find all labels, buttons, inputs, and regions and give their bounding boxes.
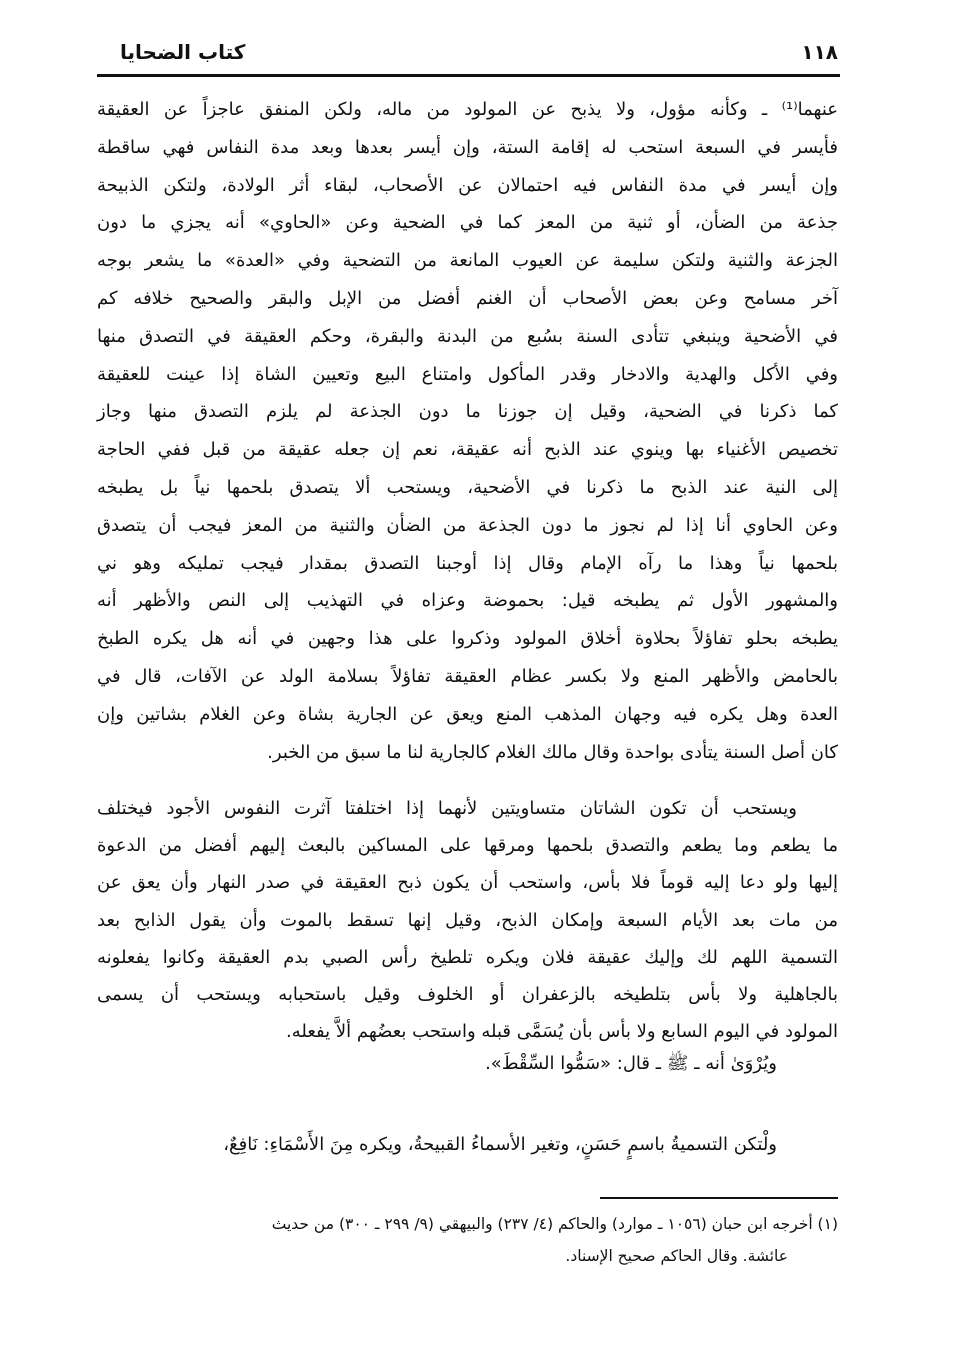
book-title: كتاب الضحايا [120,40,246,64]
text-line: في الأضحية وينبغي تتأدى السنة بسُبع من البدنة والبقرة، وحكم العقيقة في التصدق منها [97,325,838,347]
footnote-rule [600,1197,838,1199]
page-number: ١١٨ [801,40,838,64]
text-line: آخر مسامح وعن بعض الأصحاب أن الغنم أفضل من الإبل والبقر والصحيح خلافه كم [97,288,838,309]
text-line: إلى النية عند الذبح ما ذكرنا في الأضحية، ويستحب ألا يتصدق بلحمها نياً بل يطبخه [97,477,838,498]
text-line: وفي الأكل والهدية والادخار وقدر المأكول وامتناع البيع وتعيين الشاة إذا عينت للعقيقة [97,363,838,385]
text-line: بالحامض والأظهر المنع ولا بكسر عظام العقيقة تفاؤلاً بسلامة الولد عن الآفات، قال في [97,666,838,687]
text-line: التسمية اللهم لك وإليك عقيقة فلان ويكره تلطيخ رأس الصبي بدم العقيقة وكانوا يفعلونه [97,946,838,968]
text-line: وعن الحاوي أنا إذا لم نجوز ما دون الجذعة من الضأن والثنية من المعز فيجب أن يتصدق [97,514,838,536]
text-line: العدة وهل يكره فيه وجهان المذهب المنع ويعق عن الجارية بشاة وعن الغلام بشاتين وإن [97,703,838,725]
header-rule [97,74,840,77]
text-line: إليها ولو دعا إليه قوماً فلا بأس، واستحب أن يكون ذبح العقيقة في صدر النهار وأن يعق عن [97,872,838,894]
text-line: بالجاهلية ولا بأس بتلطيخه بالزعفران أو الخلوف وقيل باستحبابه ويستحب أن يسمى [97,984,838,1005]
text-line: فأيسر في السبعة استحب له إقامة الستة، وإن أيسر بعدها وبعد مدة النفاس فهي ساقطة [97,136,838,158]
text-line: كان أصل السنة يتأدى بواحدة وقال مالك الغلام كالجارية لنا ما سبق من الخبر. [267,741,838,763]
text-line: الجزعة والثنية ولتكن سليمة عن العيوب المانعة من التضحية وفي «العدة» ما يشعر بوجه [97,250,838,272]
text-line: المولود في اليوم السابع ولا بأس بأن يُسَمَّى قبله واستحب بعضُهم ألاَّ يفعله. [286,1021,838,1043]
hadith-quote: ويُرْوَىٰ أنه ـ ﷺ ـ قال: «سَمُّوا السِّقْطَ». [485,1053,777,1074]
text-line: جذعة من الضأن، أو ثنية من المعز كما في الضحية وعن «الحاوي» أنه يجزي ما دون [97,212,838,234]
footnote-line-1: (١) أخرجه ابن حبان (١٠٥٦ ـ موارد) والحاكم (٤/ ٢٣٧) والبيهقي (٩/ ٢٩٩ ـ ٣٠٠) من حديث [271,1215,838,1233]
closing-line: ولْتكن التسميةُ باسمٍ حَسَنٍ، وتغير الأسماءُ القبيحةُ، ويكره مِنَ الأَسْمَاءِ: نَافِعٌ، [223,1134,777,1155]
text-line: عنهما⁽¹⁾ ـ وكأنه مؤول، ولا يذبح عن المولود من ماله، ولكن المنفق عاجزاً عن العقيقة [97,99,838,120]
text-line: والمشهور الأول ثم يطبخه قيل: بحموضة وعزاه في التهذيب إلى النص والأظهر أنه [97,590,838,612]
text-line: تخصيص الأغنياء بها وينوي عند الذبح أنه عقيقة، نعم إن جعله عقيقة من قبل ففي الحاجة [97,439,838,461]
text-line: وإن أيسر في مدة النفاس فيه احتمالان عن الأصحاب، لبقاء أثر الولادة، ولتكن الذبيحة [97,174,838,196]
footnote-line-2: عائشة. وقال الحاكم صحيح الإسناد. [565,1247,788,1265]
text-line: من مات بعد الأيام السبعة وإمكان الذبح، وقيل إنها تسقط بالموت وأن يقول الذابح بعد [97,909,838,931]
text-line: بلحمها نياً وهذا ما رآه الإمام وقال إذا أوجبنا التصدق بمقدار فيجب تمليكه وهو ني [97,552,838,574]
text-line: كما ذكرنا في الضحية، وقيل إن جوزنا ما دون الجذعة لم يلزم التصدق منها وجاز [97,401,838,423]
text-line: يطبخه بحلو تفاؤلاً بحلاوة أخلاق المولود وذكروا على هذا وجهين في أنه هل يكره الطبخ [97,628,838,650]
text-line: ما يطعم وما يطعم والتصدق بلحمها ومرقها على المساكين بالبعث إليهم أفضل من الدعوة [97,835,838,857]
text-line: ويستحب أن تكون الشاتان متساويتين لأنهما إذا اختلفتا آثرت النفوس الأجود فيختلف [97,798,797,819]
